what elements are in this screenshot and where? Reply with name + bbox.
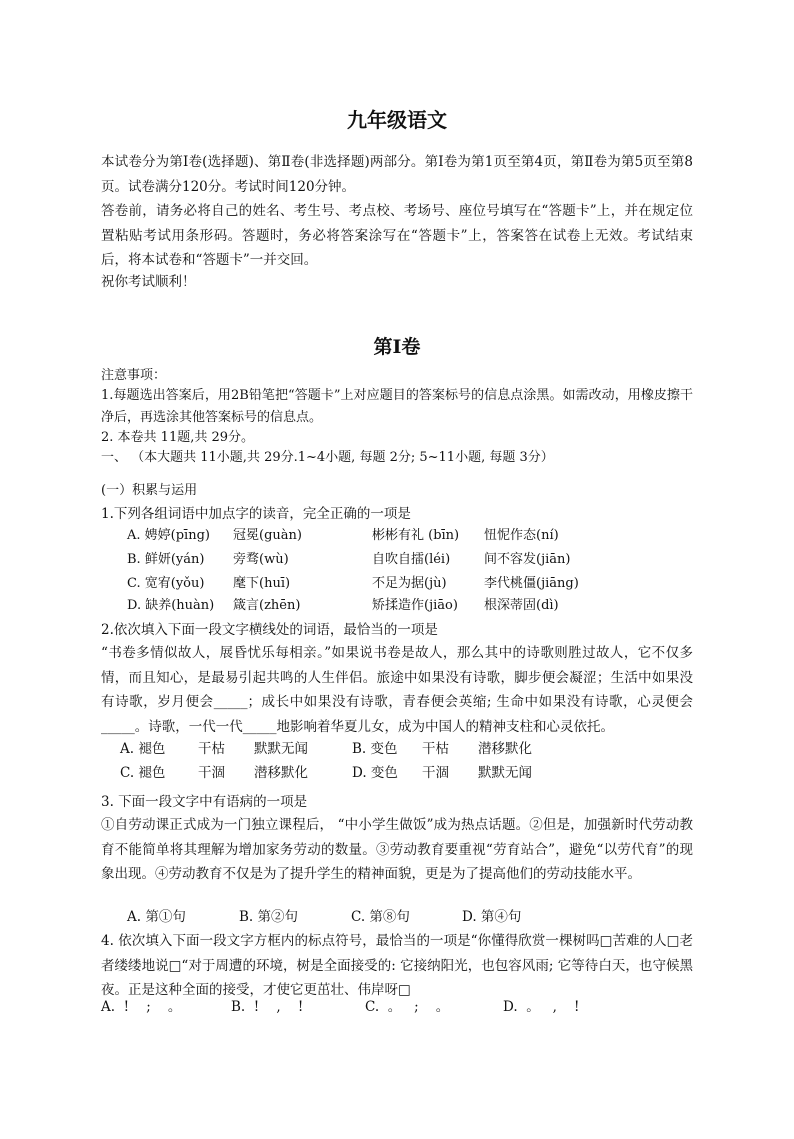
q3-option-c: C. 第⑧句	[351, 909, 410, 925]
q1-b-word3: 自吹自擂(léi)	[372, 552, 451, 567]
q1-d-word4: 根深蒂固(dì)	[484, 598, 559, 613]
q3-option-a: A. 第①句	[127, 909, 186, 925]
q2-a-word3: 默默无闻	[254, 741, 308, 757]
notice-heading: 注意事项：	[101, 368, 167, 383]
q2-a-word2: 干枯	[198, 741, 225, 757]
q4-option-a: A. ! ; 。	[101, 999, 182, 1015]
section-title: 第Ⅰ卷	[373, 336, 421, 358]
exam-intro	[101, 150, 693, 273]
q4-stem: 4. 依次填入下面一段文字方框内的标点符号，最恰当的一项是“你懂得欣赏一棵树吗□苦难的人□老者缕缕地说□“对于周遭的环境，树是全面接受的: 它接纳阳光，也包容风雨; 它等待白天，也守候黑夜。正是这种全面的接受，才使它更茁壮、伟岸呀□	[101, 933, 693, 998]
q2-d-label: D. 变色	[352, 765, 398, 781]
q3-passage: ①自劳动课正式成为一门独立课程后， “中小学生做饭”成为热点话题。②但是，加强新时代劳动教育不能简单将其理解为增加家务劳动的数量。③劳动教育要重视“劳育站合”，避免“以劳代育”的现象出现。④劳动教育不仅是为了提升学生的精神面貌，更是为了提高他们的劳动技能水平。	[101, 817, 693, 882]
q1-a-word1: A. 娉婷(pīng)	[127, 528, 210, 543]
instructions-paragraph: 答卷前，请务必将自己的姓名、考生号、考点校、考场号、座位号填写在“答题卡”上，并在规定位置粘贴考试用条形码。答题时，务必将答案涂写在“答题卡”上，答案答在试卷上无效。考试结束后，将本试卷和“答题卡”一并交回。	[101, 203, 693, 268]
q4-option-c: C. 。 ; 。	[365, 999, 450, 1015]
q1-c-word3: 不足为据(jù)	[372, 576, 447, 591]
notice-item-1: 1.每题选出答案后，用2B铅笔把“答题卡”上对应题目的答案标号的信息点涂黑。如需改动，用橡皮擦干净后，再选涂其他答案标号的信息点。	[101, 388, 693, 425]
good-luck-text: 祝你考试顺利！	[101, 274, 196, 290]
q1-option-a	[127, 525, 707, 547]
q1-c-word4: 李代桃僵(jiāng)	[484, 576, 579, 591]
q2-passage: “书卷多情似故人，展昏忧乐每相亲。”如果说书卷是故人，那么其中的诗歌则胜过故人，它不仅多情，而且知心，是最易引起共鸣的人生伴侣。旅途中如果没有诗歌，脚步便会凝涩；生活中如果没有诗歌，岁月便会_____；成长中如果没有诗歌，青春便会英缩; 生命中如果没有诗歌，心灵便会_____。诗歌，一代一代_____地影响着华夏儿女，成为中国人的精神支柱和心灵依托。	[101, 645, 693, 735]
q3-option-d: D. 第④句	[462, 909, 522, 925]
q1-option-b	[127, 549, 707, 571]
q1-d-word2: 箴言(zhēn)	[233, 598, 301, 613]
q1-stem: 1.下列各组词语中加点字的读音，完全正确的一项是	[101, 506, 411, 522]
q2-c-word3: 潜移默化	[254, 765, 308, 781]
q4-option-b: B. ! , !	[231, 999, 304, 1015]
q2-options-row-2	[120, 761, 680, 785]
q1-d-word1: D. 缺养(huàn)	[127, 598, 215, 613]
q2-c-word2: 干涸	[198, 765, 225, 781]
q2-stem: 2.依次填入下面一段文字横线处的词语，最恰当的一项是	[101, 622, 438, 638]
notice-item-2: 2. 本卷共 11题,共 29分。	[101, 430, 255, 445]
q1-d-word3: 矫揉造作(jiāo)	[372, 598, 458, 613]
q1-b-word4: 间不容发(jiān)	[484, 552, 571, 567]
q1-b-word2: 旁骛(wù)	[233, 552, 289, 567]
q1-option-c	[127, 573, 707, 595]
q2-c-label: C. 褪色	[120, 765, 166, 781]
intro-paragraph: 本试卷分为第Ⅰ卷(选择题)、第Ⅱ卷(非选择题)两部分。第Ⅰ卷为第1页至第4页，第Ⅱ卷为第5页至第8页。试卷满分120分。考试时间120分钟。	[101, 154, 693, 195]
q2-d-word3: 默默无闻	[478, 765, 532, 781]
q2-b-label: B. 变色	[352, 741, 398, 757]
q1-c-word1: C. 宽宥(yǒu)	[127, 576, 205, 591]
subsection-heading: (一）积累与运用	[101, 483, 198, 498]
q1-a-word2: 冠冕(guàn)	[233, 528, 302, 543]
q3-stem: 3. 下面一段文字中有语病的一项是	[101, 794, 308, 810]
q3-option-b: B. 第②句	[239, 909, 299, 925]
q3-options	[127, 905, 687, 929]
q2-a-label: A. 褪色	[120, 741, 166, 757]
q1-a-word4: 忸怩作态(ní)	[484, 528, 559, 543]
q1-option-d	[127, 595, 707, 617]
q4-options	[101, 995, 701, 1019]
q4-option-d: D. 。 , !	[503, 999, 580, 1015]
q1-a-word3: 彬彬有礼 (bīn)	[372, 528, 460, 543]
part-one-heading: 一、 （本大题共 11小题,共 29分.1~4小题, 每题 2分; 5~11小题, 每题 3分）	[101, 450, 554, 465]
q2-options-row-1	[120, 737, 680, 761]
q2-d-word2: 干涸	[422, 765, 449, 781]
q1-b-word1: B. 鲜妍(yán)	[127, 552, 205, 567]
q2-b-word2: 干枯	[422, 741, 449, 757]
q2-b-word3: 潜移默化	[478, 741, 532, 757]
q1-c-word2: 麾下(huī)	[233, 576, 291, 591]
page-title: 九年级语文	[347, 108, 447, 132]
